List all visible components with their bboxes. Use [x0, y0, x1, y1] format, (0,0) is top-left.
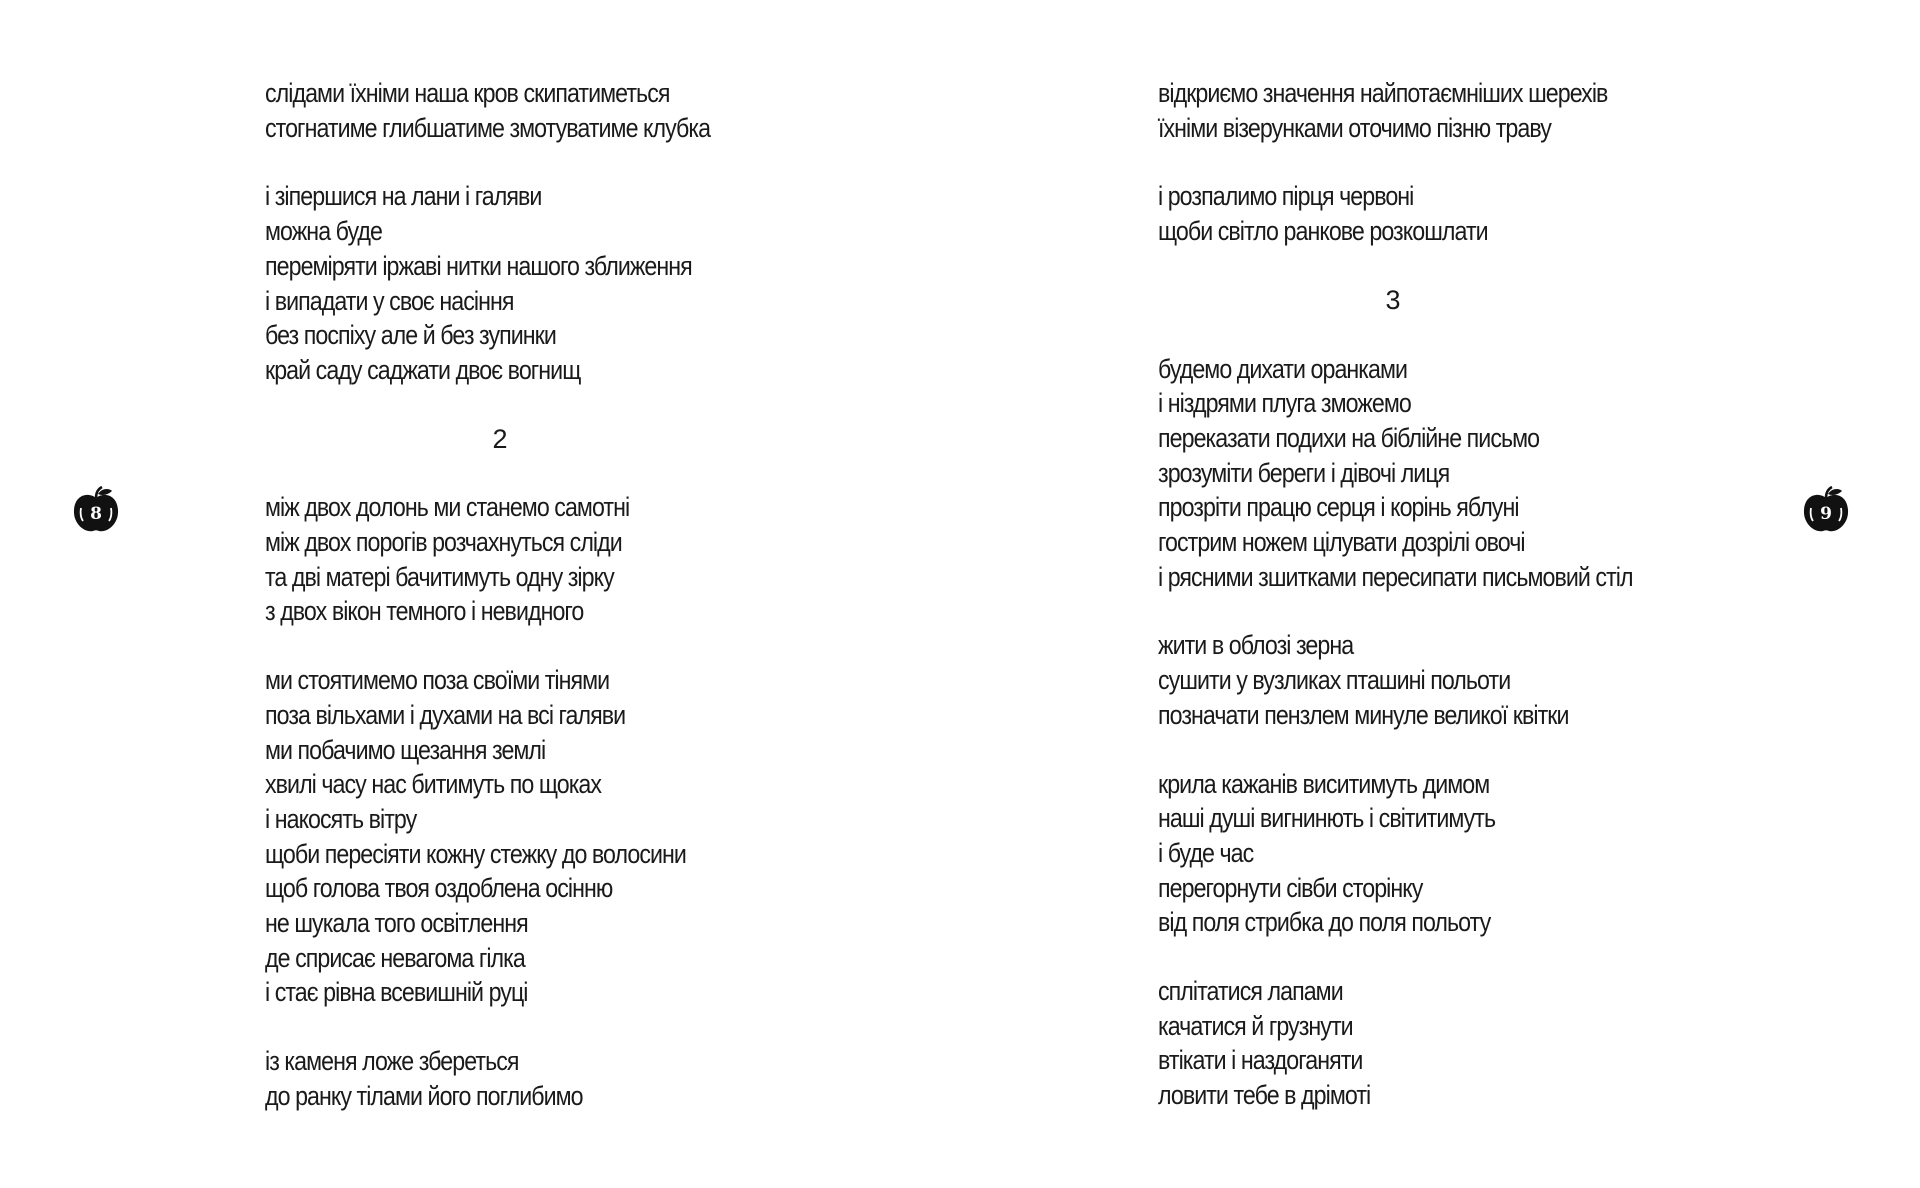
poem-line: щоби пересіяти кожну стежку до волосини — [265, 838, 686, 869]
poem-line: качатися й грузнути — [1158, 1010, 1353, 1041]
poem-line: ми стоятимемо поза своїми тінями — [265, 665, 610, 696]
page-number-left: 8 — [90, 504, 102, 524]
poem-line: і накосять вітру — [265, 803, 417, 834]
poem-line: і стає рівна всевишній руці — [265, 977, 528, 1008]
poem-line: і ніздрями плуга зможемо — [1158, 388, 1411, 419]
stanza — [265, 490, 885, 629]
poem-line: позначати пензлем минуле великої квітки — [1158, 699, 1569, 730]
poem-line: будемо дихати оранками — [1158, 353, 1408, 384]
stanza — [1158, 352, 1778, 595]
poem-line: переказати подихи на біблійне письмо — [1158, 422, 1540, 453]
poem-line: із каменя ложе збереться — [265, 1046, 519, 1077]
poem-line: і буде час — [1158, 837, 1254, 868]
stanza — [1158, 76, 1778, 145]
poem-line: стогнатиме глибшатиме змотуватиме клубка — [265, 112, 711, 143]
poem-line: щоби світло ранкове розкошлати — [1158, 216, 1488, 247]
poem-line: ловити тебе в дрімоті — [1158, 1080, 1371, 1111]
poem-line: крила кажанів виситимуть димом — [1158, 768, 1490, 799]
poem-line: і розпалимо пірця червоні — [1158, 181, 1414, 212]
stanza — [265, 179, 885, 387]
poem-line: ми побачимо щезання землі — [265, 734, 546, 765]
poem-line: можна буде — [265, 216, 382, 247]
poem-line: з двох вікон темного і невидного — [265, 596, 584, 627]
poem-line: втікати і наздоганяти — [1158, 1045, 1363, 1076]
poem-line: край саду саджати двоє вогнищ — [265, 354, 581, 385]
page-number-badge-right — [1801, 486, 1851, 534]
stanza — [1158, 974, 1778, 1113]
poem-line: жити в облозі зерна — [1158, 630, 1354, 661]
stanza — [265, 76, 885, 145]
poem-line: сушити у вузликах пташині польоти — [1158, 665, 1511, 696]
section-number: 2 — [492, 423, 508, 454]
poem-line: гострим ножем цілувати дозрілі овочі — [1158, 527, 1525, 558]
poem-line: і зіпершися на лани і галяви — [265, 181, 542, 212]
poem-line: де сприсає невагома гілка — [265, 942, 525, 973]
poem-line: перегорнути сівби сторінку — [1158, 872, 1423, 903]
page-right — [1158, 76, 1778, 1147]
poem-line: між двох порогів розчахнуться сліди — [265, 527, 622, 558]
section-number: 3 — [1385, 284, 1401, 315]
poem-line: до ранку тілами його поглибимо — [265, 1080, 583, 1111]
poem-line: зрозуміти береги і дівочі лиця — [1158, 457, 1450, 488]
poem-line: відкриємо значення найпотаємніших шерехів — [1158, 78, 1608, 108]
poem-line: наші душі вигнинють і світитимуть — [1158, 803, 1496, 834]
poem-line: їхніми візерунками оточимо пізню траву — [1158, 112, 1551, 143]
stanza — [265, 663, 885, 1010]
poem-line: поза вільхами і духами на всі галяви — [265, 699, 626, 730]
page-number-badge-left — [71, 486, 121, 534]
poem-line: слідами їхніми наша кров скипатиметься — [265, 78, 670, 108]
poem-line: та дві матері бачитимуть одну зірку — [265, 561, 614, 592]
poem-line: прозріти працю серця і корінь яблуні — [1158, 492, 1519, 523]
poem-line: не шукала того освітлення — [265, 908, 528, 939]
poem-line: хвилі часу нас битимуть по щоках — [265, 769, 602, 800]
stanza — [1158, 628, 1778, 732]
poem-line: без поспіху але й без зупинки — [265, 320, 556, 351]
stanza — [1158, 179, 1778, 248]
poem-line: від поля стрибка до поля польоту — [1158, 907, 1491, 938]
stanza — [265, 1044, 885, 1113]
poem-line: щоб голова твоя оздоблена осінню — [265, 873, 613, 904]
poem-line: переміряти іржаві нитки нашого зближення — [265, 250, 692, 281]
page-number-right: 9 — [1820, 504, 1832, 524]
poem-line: і рясними зшитками пересипати письмовий стіл — [1158, 561, 1633, 592]
stanza — [1158, 767, 1778, 941]
poem-line: між двох долонь ми станемо самотні — [265, 492, 630, 523]
poem-line: і випадати у своє насіння — [265, 285, 514, 316]
page-left — [265, 76, 885, 1148]
poem-line: сплітатися лапами — [1158, 976, 1343, 1007]
